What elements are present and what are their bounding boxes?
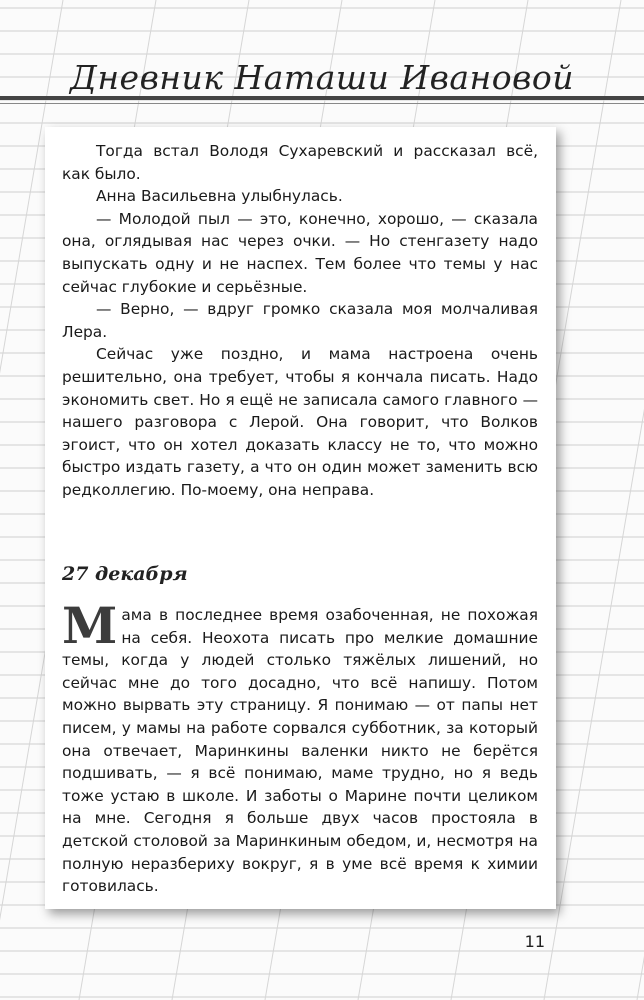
entry-paragraph [62,596,538,898]
drop-cap-letter: М [62,596,118,655]
diary-entry [62,596,538,898]
grid-line [637,0,644,1000]
header-rule-thin [0,103,644,104]
paragraph: Тогда встал Володя Сухаревский и рассказал всё, как было. [62,142,538,183]
entry-date-heading: 27 декабря [62,563,188,585]
paragraph: — Молодой пыл — это, конечно, хорошо, — сказала она, оглядывая нас через очки. — Но стенгазету надо выпускать одну и не наспех. Тем более что темы у нас сейчас глубокие и серьёзные. [62,209,538,296]
page-number: 11 [524,932,545,951]
body-text [62,140,538,502]
entry-text: ама в последнее время озабоченная, не похожая на себя. Неохота писать про мелкие домашние темы, когда у людей столько тяжёлых лишений, но сейчас мне до того досадно, что всё напишу. Потом можно вырвать эту страницу. Я понимаю — от папы нет писем, у мамы на работе сорвался субботник, за который она отвечает, Маринкины валенки никто не берётся подшивать, — я всё понимаю, маме трудно, но я ведь тоже устаю в школе. И заботы о Марине почти целиком на мне. Сегодня я больше двух часов простояла в детской столовой за Маринкиным обедом, и, несмотря на полную неразбериху вокруг, я в уме всё время к химии готовилась. [62,606,538,896]
paragraph: Анна Васильевна улыбнулась. [96,187,343,206]
grid-line [544,0,644,1000]
running-title: Дневник Наташи Ивановой [69,58,574,97]
paragraph: — Верно, — вдруг громко сказала моя молчаливая Лера. [62,300,538,341]
paragraph: Сейчас уже поздно, и мама настроена очень решительно, она требует, чтобы я кончала писать. Надо экономить свет. Но я ещё не записала самого главного — нашего разговора с Лерой. Она говорит, что Волков эгоист, что он хотел доказать классу не то, что можно быстро издать газету, а что он один может заменить всю редколлегию. По-моему, она неправа. [62,345,538,499]
